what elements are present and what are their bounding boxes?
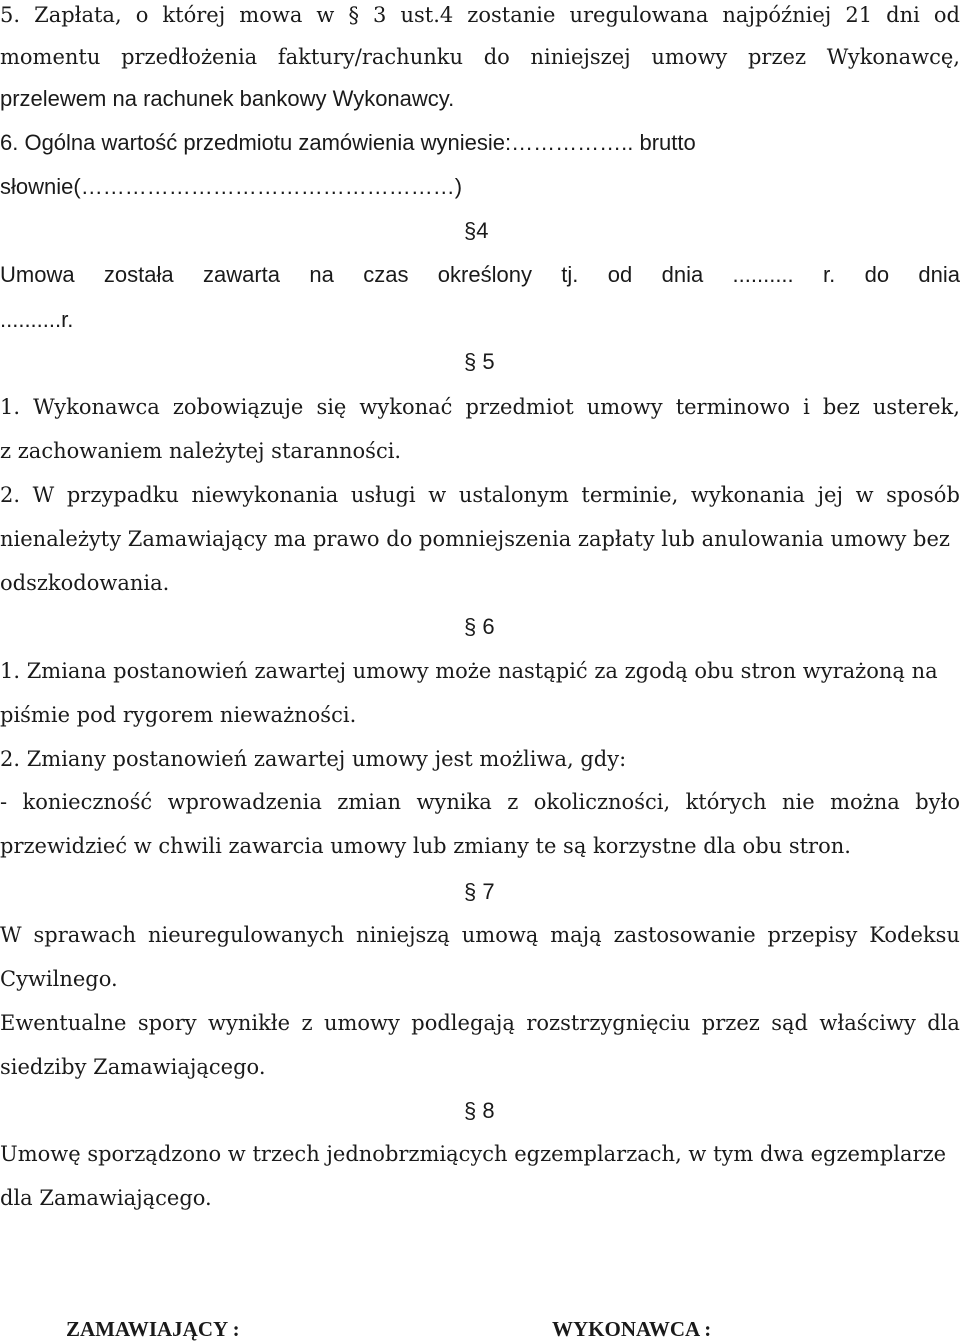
paragraph-line: piśmie pod rygorem nieważności. <box>0 703 357 727</box>
word: § <box>348 3 359 27</box>
word: z <box>301 1011 313 1035</box>
word: niniejszą <box>356 923 450 947</box>
paragraph-line: Cywilnego. <box>0 967 118 991</box>
word: konieczność <box>22 790 153 814</box>
section-heading-4: §4 <box>464 218 489 243</box>
word: uregulowana <box>569 3 709 27</box>
word: terminie, <box>581 483 679 507</box>
word: usterek, <box>872 395 960 419</box>
paragraph-line: przelewem na rachunek bankowy Wykonawcy. <box>0 86 455 111</box>
word: Ewentualne <box>0 1011 127 1035</box>
word: dnia <box>918 262 960 287</box>
word: na <box>309 262 334 287</box>
word: można <box>830 790 900 814</box>
paragraph-line: słownie(……………………………………………) <box>0 174 463 199</box>
word: wprowadzenia <box>167 790 322 814</box>
word: usługi <box>350 483 416 507</box>
paragraph-line <box>0 787 960 817</box>
word: nieuregulowanych <box>147 923 345 947</box>
paragraph-line: siedziby Zamawiającego. <box>0 1055 266 1079</box>
word: czas <box>363 262 409 287</box>
word: W <box>32 483 55 507</box>
word: zmian <box>337 790 402 814</box>
word: określony <box>437 262 532 287</box>
section-heading-7: § 7 <box>464 879 495 904</box>
word: podlegają <box>411 1011 515 1035</box>
word: Umowa <box>0 262 75 287</box>
word: od <box>607 262 633 287</box>
signature-label-client: ZAMAWIAJĄCY : <box>66 1317 240 1341</box>
word: zastosowanie <box>613 923 756 947</box>
word: 3 <box>373 3 387 27</box>
word: w <box>428 483 447 507</box>
word: było <box>915 790 960 814</box>
word: zostanie <box>467 3 556 27</box>
word: terminowo <box>675 395 791 419</box>
word: jej <box>817 483 843 507</box>
word: najpóźniej <box>722 3 832 27</box>
word: nie <box>782 790 815 814</box>
word: przez <box>701 1011 760 1035</box>
word: 21 <box>845 3 873 27</box>
word: właściwy <box>819 1011 916 1035</box>
word: ustalonym <box>458 483 569 507</box>
paragraph-line: nienależyty Zamawiający ma prawo do pomniejszenia zapłaty lub anulowania umowy bez <box>0 527 950 551</box>
word: sprawach <box>33 923 137 947</box>
word: Zapłata, <box>34 3 122 27</box>
paragraph-line: przewidzieć w chwili zawarcia umowy lub zmiany te są korzystne dla obu stron. <box>0 834 851 858</box>
word: niniejszej <box>530 45 631 69</box>
word: do <box>483 45 510 69</box>
word: W <box>0 923 22 947</box>
word: umową <box>461 923 539 947</box>
word: r. <box>823 262 836 287</box>
paragraph-line <box>0 480 960 510</box>
word: dla <box>927 1011 960 1035</box>
word: faktury/rachunku <box>277 45 463 69</box>
word: Kodeksu <box>869 923 960 947</box>
word: dnia <box>661 262 704 287</box>
word: spory <box>137 1011 197 1035</box>
paragraph-line: dla Zamawiającego. <box>0 1186 212 1210</box>
paragraph-line <box>0 392 960 422</box>
paragraph-line <box>0 42 960 72</box>
word: wykonać <box>359 395 453 419</box>
word: tj. <box>561 262 579 287</box>
signature-label-contractor: WYKONAWCA : <box>552 1317 712 1341</box>
word: 1. <box>0 395 21 419</box>
word: umowy <box>651 45 728 69</box>
word: przedłożenia <box>121 45 258 69</box>
paragraph-line: 6. Ogólna wartość przedmiotu zamówienia wyniesie:…………….. brutto <box>0 130 696 155</box>
word: z <box>507 790 519 814</box>
paragraph-line: ..........r. <box>0 307 74 332</box>
paragraph-line: odszkodowania. <box>0 571 170 595</box>
word: przedmiot <box>465 395 574 419</box>
word: wykonania <box>690 483 805 507</box>
paragraph-line: 1. Zmiana postanowień zawartej umowy może nastąpić za zgodą obu stron wyrażoną na <box>0 659 938 683</box>
word: od <box>933 3 960 27</box>
word: zobowiązuje <box>172 395 304 419</box>
word: do <box>864 262 890 287</box>
paragraph-line: Umowę sporządzono w trzech jednobrzmiących egzemplarzach, w tym dwa egzemplarze <box>0 1142 947 1166</box>
word: mowa <box>239 3 303 27</box>
word: rozstrzygnięciu <box>526 1011 691 1035</box>
word: o <box>135 3 149 27</box>
word: mają <box>550 923 602 947</box>
word: umowy <box>586 395 663 419</box>
word: i <box>803 395 810 419</box>
word: przypadku <box>66 483 179 507</box>
word: bez <box>822 395 860 419</box>
word: sposób <box>886 483 960 507</box>
paragraph-line: 2. Zmiany postanowień zawartej umowy jest możliwa, gdy: <box>0 747 627 771</box>
paragraph-line: z zachowaniem należytej staranności. <box>0 439 402 463</box>
word: przez <box>747 45 807 69</box>
word: wynikłe <box>208 1011 291 1035</box>
word: w <box>855 483 874 507</box>
word: - <box>0 790 8 814</box>
word: momentu <box>0 45 101 69</box>
word: okoliczności, <box>533 790 671 814</box>
word: ust.4 <box>400 3 454 27</box>
word: których <box>685 790 767 814</box>
paragraph-line <box>0 1008 960 1038</box>
word: Wykonawcę, <box>826 45 960 69</box>
section-heading-8: § 8 <box>464 1098 495 1123</box>
section-heading-5: § 5 <box>464 349 495 374</box>
paragraph-line <box>0 260 960 290</box>
word: 2. <box>0 483 21 507</box>
word: się <box>316 395 347 419</box>
word: 5. <box>0 3 21 27</box>
word: została <box>103 262 174 287</box>
word: Wykonawca <box>33 395 160 419</box>
paragraph-line <box>0 920 960 950</box>
word: umowy <box>323 1011 400 1035</box>
word: zawarta <box>202 262 281 287</box>
word: dni <box>886 3 920 27</box>
word: przepisy <box>767 923 858 947</box>
word: .......... <box>732 262 794 287</box>
word: w <box>316 3 335 27</box>
word: wynika <box>416 790 492 814</box>
paragraph-line <box>0 0 960 30</box>
word: sąd <box>771 1011 808 1035</box>
word: niewykonania <box>191 483 339 507</box>
section-heading-6: § 6 <box>464 614 495 639</box>
word: której <box>162 3 226 27</box>
